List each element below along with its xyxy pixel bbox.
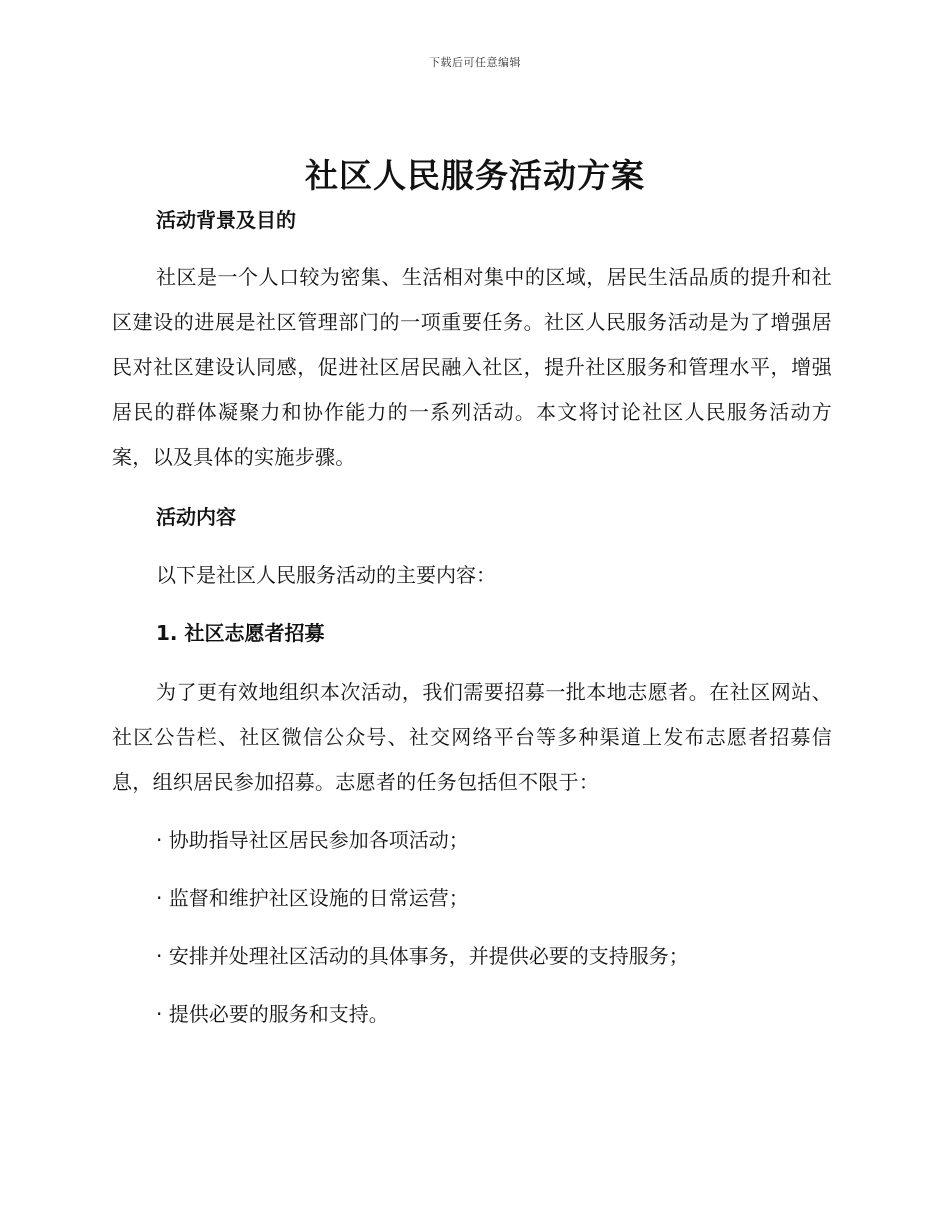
page-title: 社区人民服务活动方案 (305, 156, 645, 195)
list-item: · 提供必要的服务和支持。 (156, 1002, 389, 1026)
list-item: · 协助指导社区居民参加各项活动； (156, 828, 469, 852)
list-item: · 安排并处理社区活动的具体事务，并提供必要的支持服务； (156, 944, 689, 968)
section-heading-background: 活动背景及目的 (156, 208, 296, 232)
document-body (112, 205, 832, 1029)
paragraph-volunteer: 为了更有效地组织本次活动，我们需要招募一批本地志愿者。在社区网站、社区公告栏、社区微信公众号、社交网络平台等多种渠道上发布志愿者招募信息，组织居民参加招募。志愿者的任务包括但不限于： (112, 680, 832, 794)
section-heading-content: 活动内容 (156, 505, 236, 529)
paragraph-background: 社区是一个人口较为密集、生活相对集中的区域，居民生活品质的提升和社区建设的进展是社区管理部门的一项重要任务。社区人民服务活动是为了增强居民对社区建设认同感，促进社区居民融入社区，提升社区服务和管理水平，增强居民的群体凝聚力和协作能力的一系列活动。本文将讨论社区人民服务活动方案，以及具体的实施步骤。 (112, 265, 832, 469)
header-note: 下载后可任意编辑 (429, 56, 521, 69)
list-item: · 监督和维护社区设施的日常运营； (156, 886, 469, 910)
paragraph-content-intro: 以下是社区人民服务活动的主要内容： (156, 563, 496, 587)
section-heading-volunteer: 1. 社区志愿者招募 (156, 621, 325, 645)
